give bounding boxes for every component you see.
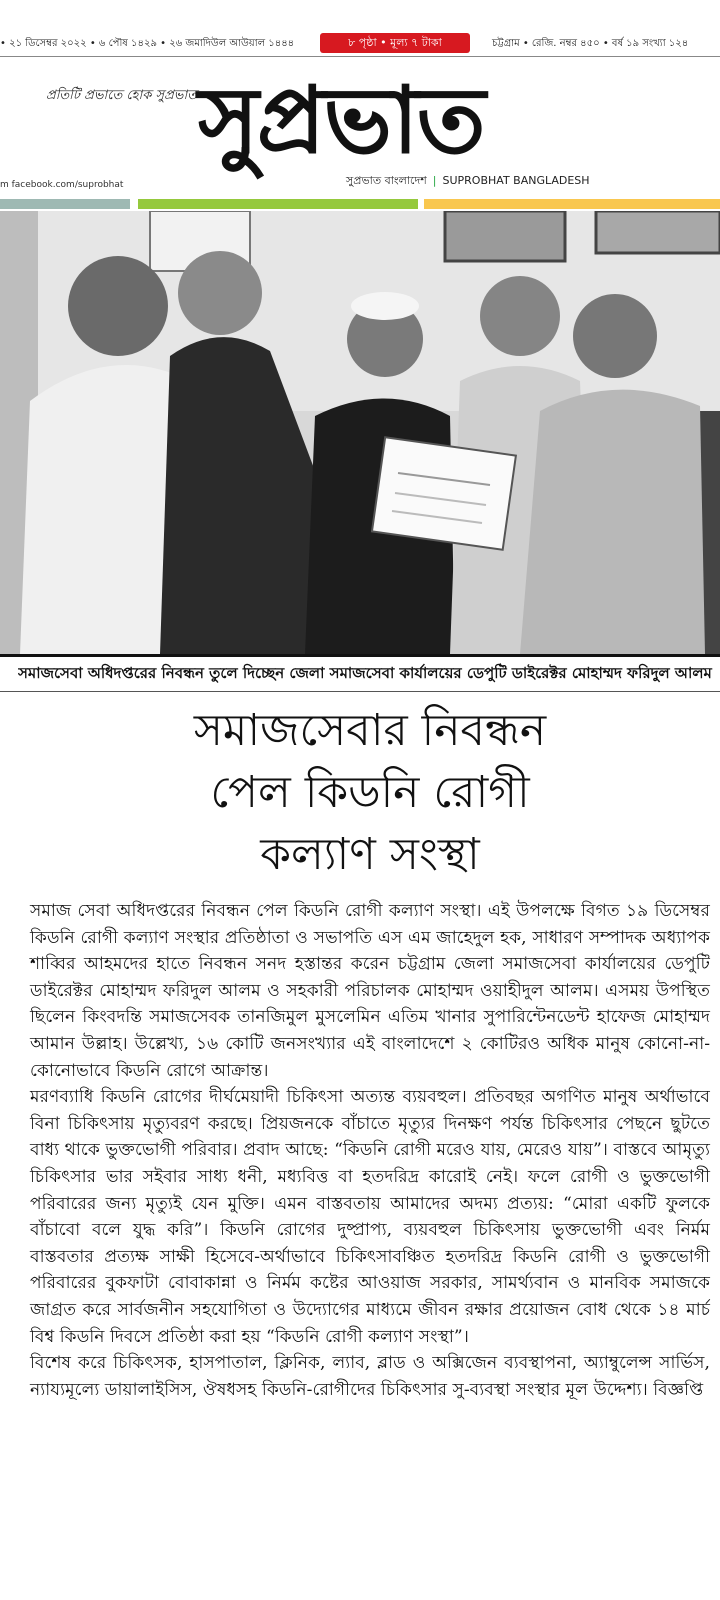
tagline: প্রতিটি প্রভাতে হোক সুপ্রভাত xyxy=(46,88,197,103)
facebook-link[interactable]: m facebook.com/suprobhat xyxy=(0,180,124,190)
subtitle-bn: সুপ্রভাত বাংলাদেশ xyxy=(346,174,427,187)
date-line: • ২১ ডিসেম্বর ২০২২ • ৬ পৌষ ১৪২৯ • ২৬ জমাদিউল আউয়াল ১৪৪৪ xyxy=(0,38,295,49)
masthead-logo: সুপ্রভাত xyxy=(198,66,484,174)
issue-line: চট্টগ্রাম • রেজি. নম্বর ৪৫০ • বর্ষ ১৯ সংখ্যা ১২৪ xyxy=(492,38,689,49)
headline-line-2: পেল কিডনি রোগী xyxy=(210,767,530,818)
article-body xyxy=(30,898,710,1403)
headline-line-3: কল্যাণ সংস্থা xyxy=(260,829,480,880)
bar-teal xyxy=(0,199,130,209)
subtitle-en: SUPROBHAT BANGLADESH xyxy=(442,174,590,187)
article-paragraph-2: মরণব্যাধি কিডনি রোগের দীর্ঘমেয়াদী চিকিৎসা অত্যন্ত ব্যয়বহুল। প্রতিবছর অগণিত মানুষ অর্থাভাবে বিনা চিকিৎসায় মৃত্যুবরণ করছে। প্রিয়জনকে বাঁচাতে মৃত্যুর দিনক্ষণ পর্যন্ত চিকিৎসার পেছনে ছুটতে বাধ্য থাকে ভুক্তভোগী পরিবার। প্রবাদ আছে: “কিডনি রোগী মরেও যায়, মেরেও যায়”। বাস্তবে আমৃত্যু চিকিৎসার ভার সইবার সাধ্য ধনী, মধ্যবিত্ত বা হতদরিদ্র কারোই নেই। ফলে রোগী ও ভুক্তভোগী পরিবারের জন্য মৃত্যুই যেন মুক্তি। এমন বাস্তবতায় আমাদের অদম্য প্রত্যয়: “মোরা একটি ফুলকে বাঁচাবো বলে যুদ্ধ করি”। কিডনি রোগের দুষ্প্রাপ্য, ব্যয়বহুল চিকিৎসায় ভুক্তভোগী এবং নির্মম বাস্তবতার প্রত্যক্ষ সাক্ষী হিসেবে-অর্থাভাবে চিকিৎসাবঞ্চিত হতদরিদ্র কিডনি রোগী ও ভুক্তভোগী পরিবারের বুকফাটা বোবাকান্না ও নির্মম কষ্টের আওয়াজ সরকার, সামর্থ্যবান ও মানবিক সমাজকে জাগ্রত করে সার্বজনীন সহযোগিতা ও উদ্যোগের মাধ্যমে জীবন রক্ষার প্রয়োজন বোধ থেকে ১৪ মার্চ বিশ্ব কিডনি দিবসে প্রতিষ্ঠা করা হয় “কিডনি রোগী কল্যাণ সংস্থা”। xyxy=(30,1087,710,1347)
pages-price-badge: ৮ পৃষ্ঠা • মূল্য ৭ টাকা xyxy=(320,33,470,53)
color-bars xyxy=(0,199,720,209)
masthead-subtitle xyxy=(346,172,590,191)
article-paragraph-3: বিশেষ করে চিকিৎসক, হাসপাতাল, ক্লিনিক, ল্যাব, ব্লাড ও অক্সিজেন ব্যবস্থাপনা, অ্যাম্বুলেন্স সার্ভিস, ন্যায্যমূল্যে ডায়ালাইসিস, ঔষধসহ কিডনি-রোগীদের চিকিৎসার সু-ব্যবস্থা সংস্থার মূল উদ্দেশ্য। বিজ্ঞপ্তি xyxy=(30,1353,710,1400)
masthead-top-strip xyxy=(0,0,720,57)
headline-line-1: সমাজসেবার নিবন্ধন xyxy=(193,705,547,756)
photo-caption-bar xyxy=(0,654,720,692)
subtitle-separator: | xyxy=(432,174,437,187)
photo-caption: সমাজসেবা অধিদপ্তরের নিবন্ধন তুলে দিচ্ছেন জেলা সমাজসেবা কার্যালয়ের ডেপুটি ডাইরেক্টর মোহাম্মদ ফরিদুল আলম xyxy=(18,664,712,682)
article-paragraph-1: সমাজ সেবা অধিদপ্তরের নিবন্ধন পেল কিডনি রোগী কল্যাণ সংস্থা। এই উপলক্ষে বিগত ১৯ ডিসেম্বর কিডনি রোগী কল্যাণ সংস্থার প্রতিষ্ঠাতা ও সভাপতি এস এম জাহেদুল হক, সাধারণ সম্পাদক অধ্যাপক শাব্বির আহমদের হাতে নিবন্ধন সনদ হস্তান্তর করেন চট্টগ্রাম জেলা সমাজসেবা কার্যালয়ের ডেপুটি ডাইরেক্টর মোহাম্মদ ফরিদুল আলম ও সহকারী পরিচালক মোহাম্মদ ওয়াহীদুল আলম। এসময় উপস্থিত ছিলেন কিংবদন্তি সমাজসেবক তানজিমুল মুসলেমিন এতিম খানার সুপারিন্টেনডেন্ট হাফেজ মোহাম্মদ আমান উল্লাহ। উল্লেখ্য, ১৬ কোটি জনসংখ্যার এই বাংলাদেশে ২ কোটিরও অধিক মানুষ কোনো-না-কোনোভাবে কিডনি রোগে আক্রান্ত। xyxy=(30,901,710,1081)
news-photo xyxy=(0,211,720,654)
photo-illustration xyxy=(0,211,720,654)
article-headline xyxy=(30,700,710,886)
bar-green xyxy=(138,199,418,209)
bar-yellow xyxy=(424,199,720,209)
